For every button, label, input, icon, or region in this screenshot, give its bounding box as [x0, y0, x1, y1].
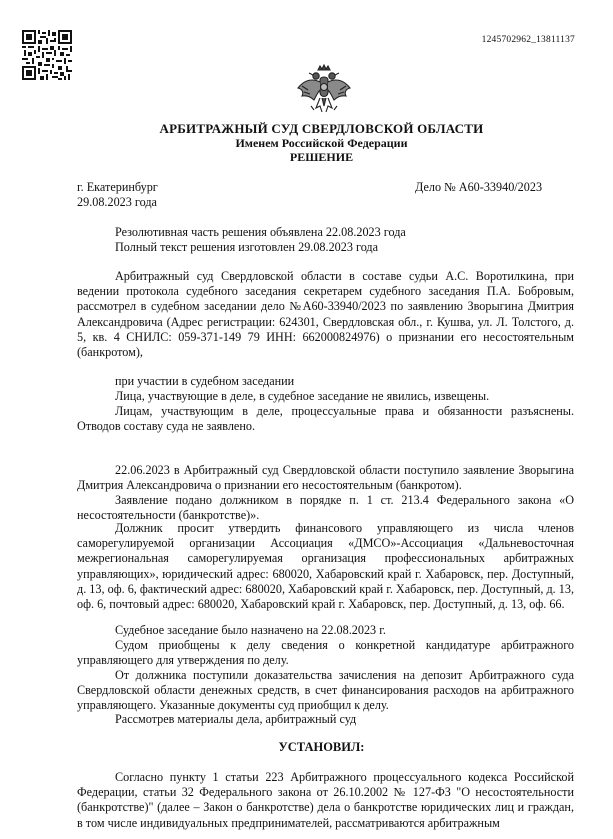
paragraph-court-composition: Арбитражный суд Свердловской области в составе судьи А.С. Воротилкина, при ведении протокола судебного заседания секретарем судебного заседания П.А. Бобровым, рассмотрел в судебном заседании дело №А60-33940/2023 по заявлению Зворыгина Дмитрия Александровича (Адрес регистрации: 624301, Свердловская обл., г. Кушва, ул. Л. Толстого, д. 5, кв. 4 СНИЛС: 059-371-149 79 ИНН: 662000824976) о признании его несостоятельным (банкротом), — [77, 269, 574, 360]
court-title: АРБИТРАЖНЫЙ СУД СВЕРДЛОВСКОЙ ОБЛАСТИ — [159, 121, 484, 136]
paragraph-application-received: 22.06.2023 в Арбитражный суд Свердловской области поступило заявление Зворыгина Дмитрия Александровича о признании его несостоятельным (банкротом). — [77, 463, 574, 493]
in-the-name-line: Именем Российской Федерации — [235, 136, 408, 150]
document-id: 1245702962_13811137 — [481, 35, 575, 45]
established-heading: УСТАНОВИЛ: — [278, 740, 365, 754]
coat-of-arms-emblem — [294, 62, 354, 122]
case-number: Дело № А60-33940/2023 — [415, 180, 543, 194]
paragraph-attendance: при участии в судебном заседании — [115, 374, 295, 388]
paragraph-full-text-date: Полный текст решения изготовлен 29.08.2023 года — [115, 240, 379, 254]
paragraph-law-basis: Заявление подано должником в порядке п. 1 ст. 213.4 Федерального закона «О несостоятельности (банкротстве)». — [77, 493, 574, 523]
paragraph-resolution-announced: Резолютивная часть решения объявлена 22.08.2023 года — [115, 225, 406, 239]
paragraph-manager-request: Должник просит утвердить финансового управляющего из числа членов саморегулируемой организации Ассоциация «ДМСО»-Ассоциация «Дальневосточная межрегиональная саморегулируемая организация профессиональных арбитражных управляющих», юридический адрес: 680020, Хабаровский край г. Хабаровск, пер. Доступный, д. 13, оф. 6, фактический адрес: 680020, Хабаровский край г. Хабаровск, пер. Доступный, д. 13, оф. 6, почтовый адрес: 680020, Хабаровский край г. Хабаровск, пер. Доступный, д. 13, оф. 66. — [77, 521, 574, 612]
paragraph-hearing-date: Судебное заседание было назначено на 22.08.2023 г. — [115, 623, 386, 637]
paragraph-having-considered: Рассмотрев материалы дела, арбитражный суд — [115, 712, 357, 726]
decision-date: 29.08.2023 года — [77, 195, 157, 209]
paragraph-candidate-info: Судом приобщены к делу сведения о конкретной кандидатуре арбитражного управляющего для утверждения по делу. — [77, 638, 574, 668]
city: г. Екатеринбург — [77, 180, 158, 194]
qr-code — [22, 30, 72, 80]
paragraph-rights-explained: Лицам, участвующим в деле, процессуальные права и обязанности разъяснены. Отводов составу суда не заявлено. — [77, 404, 574, 434]
paragraph-jurisdiction: Согласно пункту 1 статьи 223 Арбитражного процессуального кодекса Российской Федерации, статьи 32 Федерального закона от 26.10.2002 № 127-ФЗ "О несостоятельности (банкротстве)" (далее – Закон о банкротстве) дела о банкротстве юридических лиц и граждан, в том числе индивидуальных предпринимателей, рассматриваются арбитражным — [77, 770, 574, 830]
decision-title: РЕШЕНИЕ — [289, 150, 354, 164]
paragraph-deposit: От должника поступили доказательства зачисления на депозит Арбитражного суда Свердловской области денежных средств, в счет финансирования расходов на арбитражного управляющего. Указанные документы суд приобщил к делу. — [77, 668, 574, 713]
paragraph-absent-parties: Лица, участвующие в деле, в судебное заседание не явились, извещены. — [115, 389, 490, 403]
